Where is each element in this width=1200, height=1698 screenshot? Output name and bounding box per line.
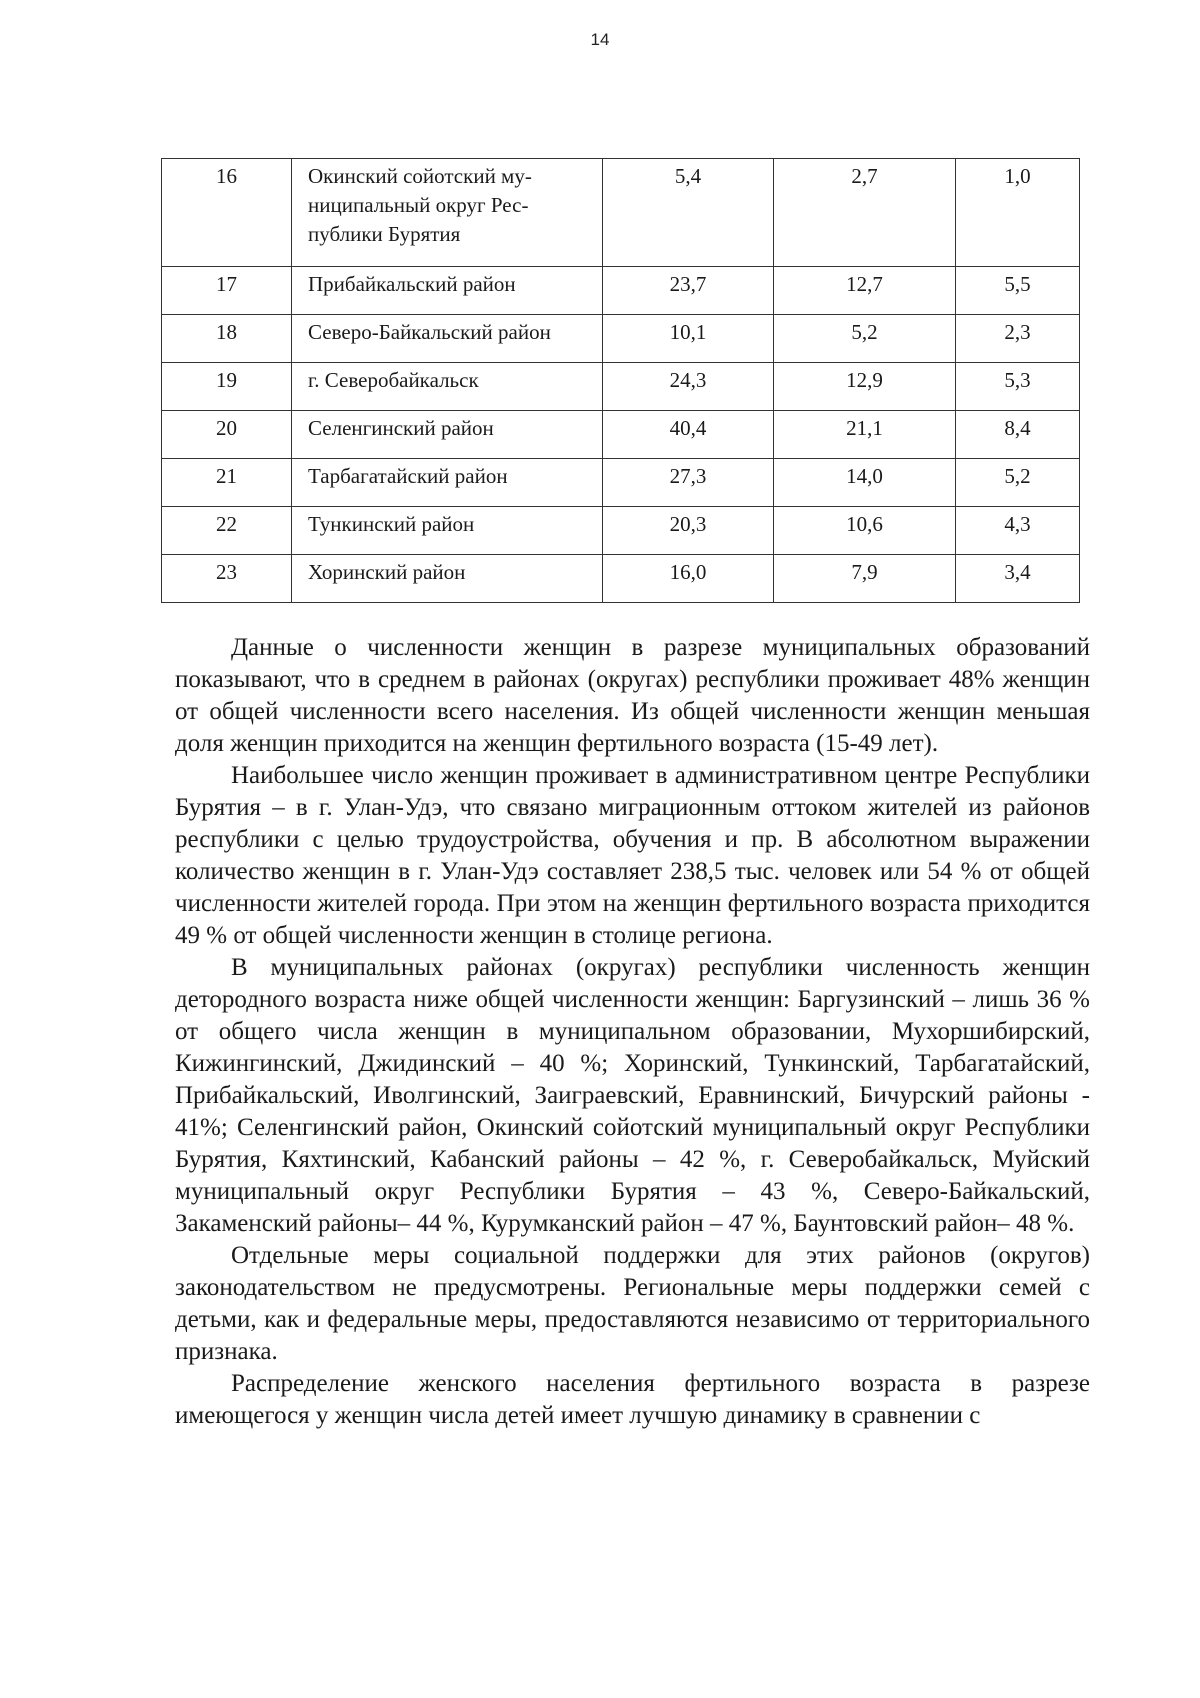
value-cell-1: 20,3 bbox=[603, 507, 774, 555]
row-number-cell: 19 bbox=[162, 363, 292, 411]
value-cell-3: 3,4 bbox=[956, 555, 1080, 603]
value-cell-1: 10,1 bbox=[603, 315, 774, 363]
municipality-name-cell: г. Северобайкальск bbox=[292, 363, 603, 411]
municipality-name-cell: Тункинский район bbox=[292, 507, 603, 555]
paragraph-4: Отдельные меры социальной поддержки для этих районов (округов) законодательством не предусмотрены. Региональные меры поддержки семей с детьми, как и федеральные меры, предоставляются независимо от территориального признака. bbox=[175, 1242, 1090, 1365]
municipality-name-cell: Тарбагатайский район bbox=[292, 459, 603, 507]
row-number-cell: 16 bbox=[162, 159, 292, 267]
value-cell-2: 10,6 bbox=[774, 507, 956, 555]
value-cell-3: 2,3 bbox=[956, 315, 1080, 363]
value-cell-2: 5,2 bbox=[774, 315, 956, 363]
table-row bbox=[162, 459, 1080, 507]
value-cell-3: 5,3 bbox=[956, 363, 1080, 411]
value-cell-3: 4,3 bbox=[956, 507, 1080, 555]
table-row bbox=[162, 363, 1080, 411]
value-cell-1: 5,4 bbox=[603, 159, 774, 267]
value-cell-1: 23,7 bbox=[603, 267, 774, 315]
value-cell-2: 12,7 bbox=[774, 267, 956, 315]
row-number-cell: 20 bbox=[162, 411, 292, 459]
value-cell-1: 16,0 bbox=[603, 555, 774, 603]
municipality-name-cell: Хоринский район bbox=[292, 555, 603, 603]
municipality-name-cell: Селенгинский район bbox=[292, 411, 603, 459]
table-row bbox=[162, 159, 1080, 267]
municipality-name-cell: Прибайкальский район bbox=[292, 267, 603, 315]
body-text bbox=[175, 632, 1090, 1432]
table-row bbox=[162, 411, 1080, 459]
table-row bbox=[162, 555, 1080, 603]
table-row bbox=[162, 267, 1080, 315]
value-cell-3: 5,2 bbox=[956, 459, 1080, 507]
row-number-cell: 21 bbox=[162, 459, 292, 507]
value-cell-3: 1,0 bbox=[956, 159, 1080, 267]
paragraph-5: Распределение женского населения фертильного возраста в разрезе имеющегося у женщин числа детей имеет лучшую динамику в сравнении с bbox=[175, 1370, 1090, 1429]
value-cell-3: 8,4 bbox=[956, 411, 1080, 459]
value-cell-3: 5,5 bbox=[956, 267, 1080, 315]
table-row bbox=[162, 507, 1080, 555]
row-number-cell: 18 bbox=[162, 315, 292, 363]
value-cell-2: 7,9 bbox=[774, 555, 956, 603]
value-cell-2: 2,7 bbox=[774, 159, 956, 267]
row-number-cell: 22 bbox=[162, 507, 292, 555]
row-number-cell: 23 bbox=[162, 555, 292, 603]
value-cell-1: 27,3 bbox=[603, 459, 774, 507]
value-cell-1: 24,3 bbox=[603, 363, 774, 411]
value-cell-2: 12,9 bbox=[774, 363, 956, 411]
value-cell-2: 21,1 bbox=[774, 411, 956, 459]
municipality-name-cell: Северо-Байкальский район bbox=[292, 315, 603, 363]
municipal-data-table bbox=[161, 158, 1080, 603]
value-cell-2: 14,0 bbox=[774, 459, 956, 507]
paragraph-3: В муниципальных районах (округах) республики численность женщин детородного возраста ниже общей численности женщин: Баргузинский – лишь 36 % от общего числа женщин в муниципальном образовании, Мухоршибирский, Кижингинский, Джидинский – 40 %; Хоринский, Тункинский, Тарбагатайский, Прибайкальский, Иволгинский, Заиграевский, Еравнинский, Бичурский районы - 41%; Селенгинский район, Окинский сойотский муниципальный округ Республики Бурятия, Кяхтинский, Кабанский районы – 42 %, г. Северобайкальск, Муйский муниципальный округ Республики Бурятия – 43 %, Северо-Байкальский, Закаменский районы– 44 %, Курумканский район – 47 %, Баунтовский район– 48 %. bbox=[175, 954, 1090, 1237]
value-cell-1: 40,4 bbox=[603, 411, 774, 459]
table-row bbox=[162, 315, 1080, 363]
paragraph-1: Данные о численности женщин в разрезе муниципальных образований показывают, что в среднем в районах (округах) республики проживает 48% женщин от общей численности всего населения. Из общей численности женщин меньшая доля женщин приходится на женщин фертильного возраста (15-49 лет). bbox=[175, 634, 1090, 757]
row-number-cell: 17 bbox=[162, 267, 292, 315]
paragraph-2: Наибольшее число женщин проживает в административном центре Республики Бурятия – в г. Улан-Удэ, что связано миграционным оттоком жителей из районов республики с целью трудоустройства, обучения и пр. В абсолютном выражении количество женщин в г. Улан-Удэ составляет 238,5 тыс. человек или 54 % от общей численности жителей города. При этом на женщин фертильного возраста приходится 49 % от общей численности женщин в столице региона. bbox=[175, 762, 1090, 949]
page-number: 14 bbox=[590, 30, 610, 49]
municipality-name-cell: Окинский сойотский му- ниципальный округ Рес- публики Бурятия bbox=[292, 159, 603, 267]
